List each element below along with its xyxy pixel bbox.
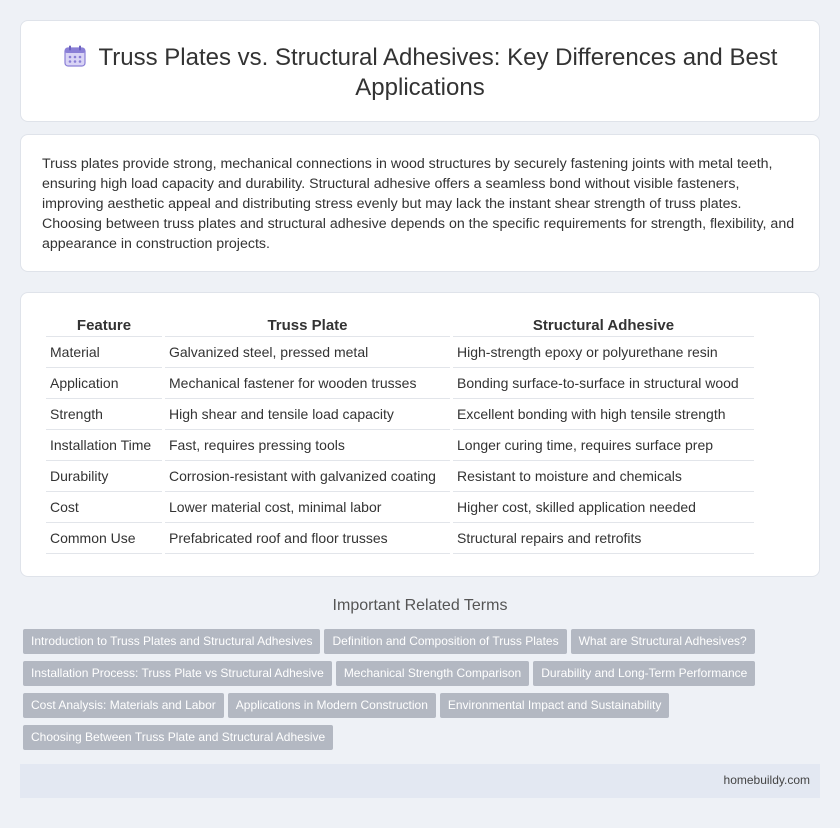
page-title	[51, 43, 789, 103]
table-cell: High shear and tensile load capacity	[165, 399, 450, 430]
table-cell: High-strength epoxy or polyurethane resin	[453, 337, 754, 368]
related-terms-heading: Important Related Terms	[332, 597, 508, 614]
comparison-card	[20, 292, 820, 577]
footer-site-link[interactable]: homebuildy.com	[723, 773, 810, 787]
table-cell: Galvanized steel, pressed metal	[165, 337, 450, 368]
related-terms-list	[23, 629, 803, 757]
calendar-icon	[63, 45, 87, 67]
table-cell: Common Use	[46, 523, 162, 554]
table-cell: Corrosion-resistant with galvanized coating	[165, 461, 450, 492]
table-cell: Application	[46, 368, 162, 399]
table-cell: Structural repairs and retrofits	[453, 523, 754, 554]
related-term-tag[interactable]: Environmental Impact and Sustainability	[440, 693, 669, 718]
column-header-structural-adhesive: Structural Adhesive	[453, 315, 754, 337]
table-row	[46, 399, 754, 430]
related-term-tag[interactable]: Applications in Modern Construction	[228, 693, 436, 718]
table-cell: Bonding surface-to-surface in structural wood	[453, 368, 754, 399]
table-row	[46, 337, 754, 368]
table-cell: Cost	[46, 492, 162, 523]
table-cell: Longer curing time, requires surface prep	[453, 430, 754, 461]
comparison-table	[43, 315, 757, 554]
intro-paragraph: Truss plates provide strong, mechanical connections in wood structures by securely fastening joints with metal teeth, ensuring high load capacity and durability. Structural adhesive offers a seamless bond without visible fasteners, improving aesthetic appeal and distributing stress evenly but may lack the instant shear strength of truss plates. Choosing between truss plates and structural adhesive depends on the specific requirements for strength, flexibility, and appearance in construction projects.	[42, 156, 795, 252]
table-row	[46, 430, 754, 461]
table-header-row	[46, 315, 754, 337]
column-header-truss-plate: Truss Plate	[165, 315, 450, 337]
table-cell: Installation Time	[46, 430, 162, 461]
related-term-tag[interactable]: Installation Process: Truss Plate vs Structural Adhesive	[23, 661, 332, 686]
related-term-tag[interactable]: Introduction to Truss Plates and Structural Adhesives	[23, 629, 320, 654]
table-cell: Mechanical fastener for wooden trusses	[165, 368, 450, 399]
table-cell: Resistant to moisture and chemicals	[453, 461, 754, 492]
table-cell: Strength	[46, 399, 162, 430]
table-cell: Material	[46, 337, 162, 368]
table-row	[46, 461, 754, 492]
related-term-tag[interactable]: What are Structural Adhesives?	[571, 629, 755, 654]
intro-card	[20, 134, 820, 272]
related-term-tag[interactable]: Definition and Composition of Truss Plates	[324, 629, 566, 654]
related-term-tag[interactable]: Cost Analysis: Materials and Labor	[23, 693, 224, 718]
table-cell: Durability	[46, 461, 162, 492]
footer	[20, 764, 820, 798]
header-card	[20, 20, 820, 122]
table-row	[46, 523, 754, 554]
table-cell: Lower material cost, minimal labor	[165, 492, 450, 523]
table-cell: Prefabricated roof and floor trusses	[165, 523, 450, 554]
table-row	[46, 368, 754, 399]
page-title-text: Truss Plates vs. Structural Adhesives: Key Differences and Best Applications	[98, 44, 778, 101]
related-term-tag[interactable]: Choosing Between Truss Plate and Structural Adhesive	[23, 725, 333, 750]
related-term-tag[interactable]: Durability and Long-Term Performance	[533, 661, 755, 686]
column-header-feature: Feature	[46, 315, 162, 337]
table-row	[46, 492, 754, 523]
table-cell: Excellent bonding with high tensile strength	[453, 399, 754, 430]
related-term-tag[interactable]: Mechanical Strength Comparison	[336, 661, 529, 686]
table-cell: Higher cost, skilled application needed	[453, 492, 754, 523]
table-cell: Fast, requires pressing tools	[165, 430, 450, 461]
